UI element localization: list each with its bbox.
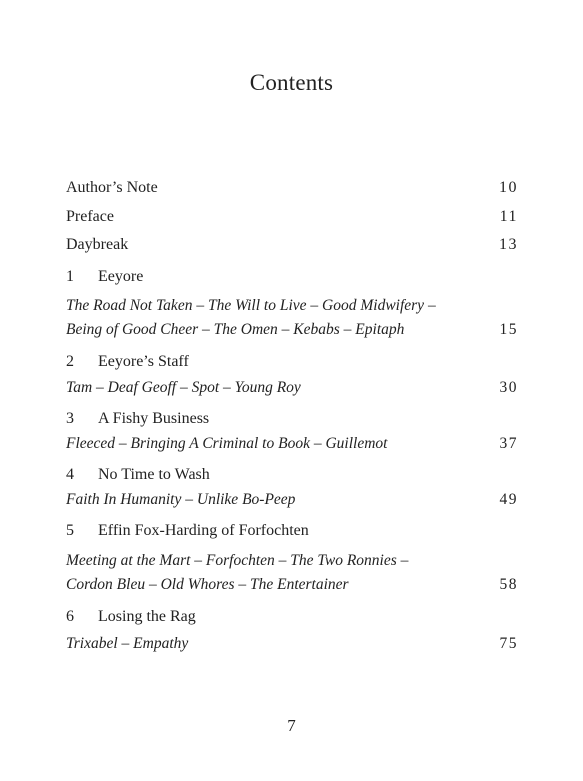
- toc-entry-preface[interactable]: [66, 206, 518, 228]
- chapter-sections-line: [66, 295, 518, 317]
- chapter-sections-line: [66, 433, 518, 455]
- toc-chapter-1[interactable]: [66, 266, 518, 288]
- chapter-number: 2: [66, 353, 74, 370]
- toc-chapter-3[interactable]: [66, 408, 518, 430]
- toc-entry-authors-note[interactable]: [66, 177, 518, 199]
- toc-chapter-6[interactable]: [66, 606, 518, 628]
- toc-entry-label: Author’s Note: [66, 179, 158, 196]
- chapter-sections-line: [66, 574, 518, 596]
- chapter-sections-line: [66, 377, 518, 399]
- toc-page-number: 13: [499, 236, 518, 253]
- chapter-sections-line: [66, 550, 518, 572]
- toc-page-number: 10: [499, 179, 518, 196]
- chapter-title: A Fishy Business: [98, 410, 210, 427]
- toc-chapter-5[interactable]: [66, 520, 518, 542]
- chapter-title: No Time to Wash: [98, 466, 210, 483]
- chapter-title: Effin Fox-Harding of Forfochten: [98, 522, 309, 539]
- toc-page-number: 37: [499, 435, 518, 452]
- toc-page-number: 58: [499, 576, 518, 593]
- section-list: Fleeced – Bringing A Criminal to Book – Guillemot: [66, 435, 388, 452]
- toc-page-number: 49: [499, 491, 518, 508]
- chapter-number: 5: [66, 522, 74, 539]
- chapter-number: 6: [66, 608, 74, 625]
- toc-page-number: 11: [499, 208, 518, 225]
- chapter-title: Losing the Rag: [98, 608, 196, 625]
- page-title: Contents: [249, 70, 334, 95]
- section-list: The Road Not Taken – The Will to Live – Good Midwifery –: [66, 297, 436, 314]
- toc-chapter-4[interactable]: [66, 464, 518, 486]
- toc-chapter-2[interactable]: [66, 351, 518, 373]
- chapter-sections-line: [66, 633, 518, 655]
- toc-entry-daybreak[interactable]: [66, 234, 518, 256]
- chapter-number: 4: [66, 466, 74, 483]
- chapter-title: Eeyore: [98, 268, 144, 285]
- section-list: Being of Good Cheer – The Omen – Kebabs – Epitaph: [66, 321, 405, 338]
- toc-entry-label: Daybreak: [66, 236, 129, 253]
- section-list: Meeting at the Mart – Forfochten – The Two Ronnies –: [66, 552, 409, 569]
- toc-page-number: 75: [499, 635, 518, 652]
- chapter-title: Eeyore’s Staff: [98, 353, 189, 370]
- toc-page-number: 15: [499, 321, 518, 338]
- chapter-number: 3: [66, 410, 74, 427]
- section-list: Cordon Bleu – Old Whores – The Entertainer: [66, 576, 349, 593]
- page-number: 7: [287, 716, 296, 735]
- section-list: Faith In Humanity – Unlike Bo-Peep: [66, 491, 296, 508]
- toc-page-number: 30: [499, 379, 518, 396]
- chapter-sections-line: [66, 319, 518, 341]
- toc-entry-label: Preface: [66, 208, 114, 225]
- section-list: Tam – Deaf Geoff – Spot – Young Roy: [66, 379, 301, 396]
- section-list: Trixabel – Empathy: [66, 635, 189, 652]
- chapter-sections-line: [66, 489, 518, 511]
- chapter-number: 1: [66, 268, 74, 285]
